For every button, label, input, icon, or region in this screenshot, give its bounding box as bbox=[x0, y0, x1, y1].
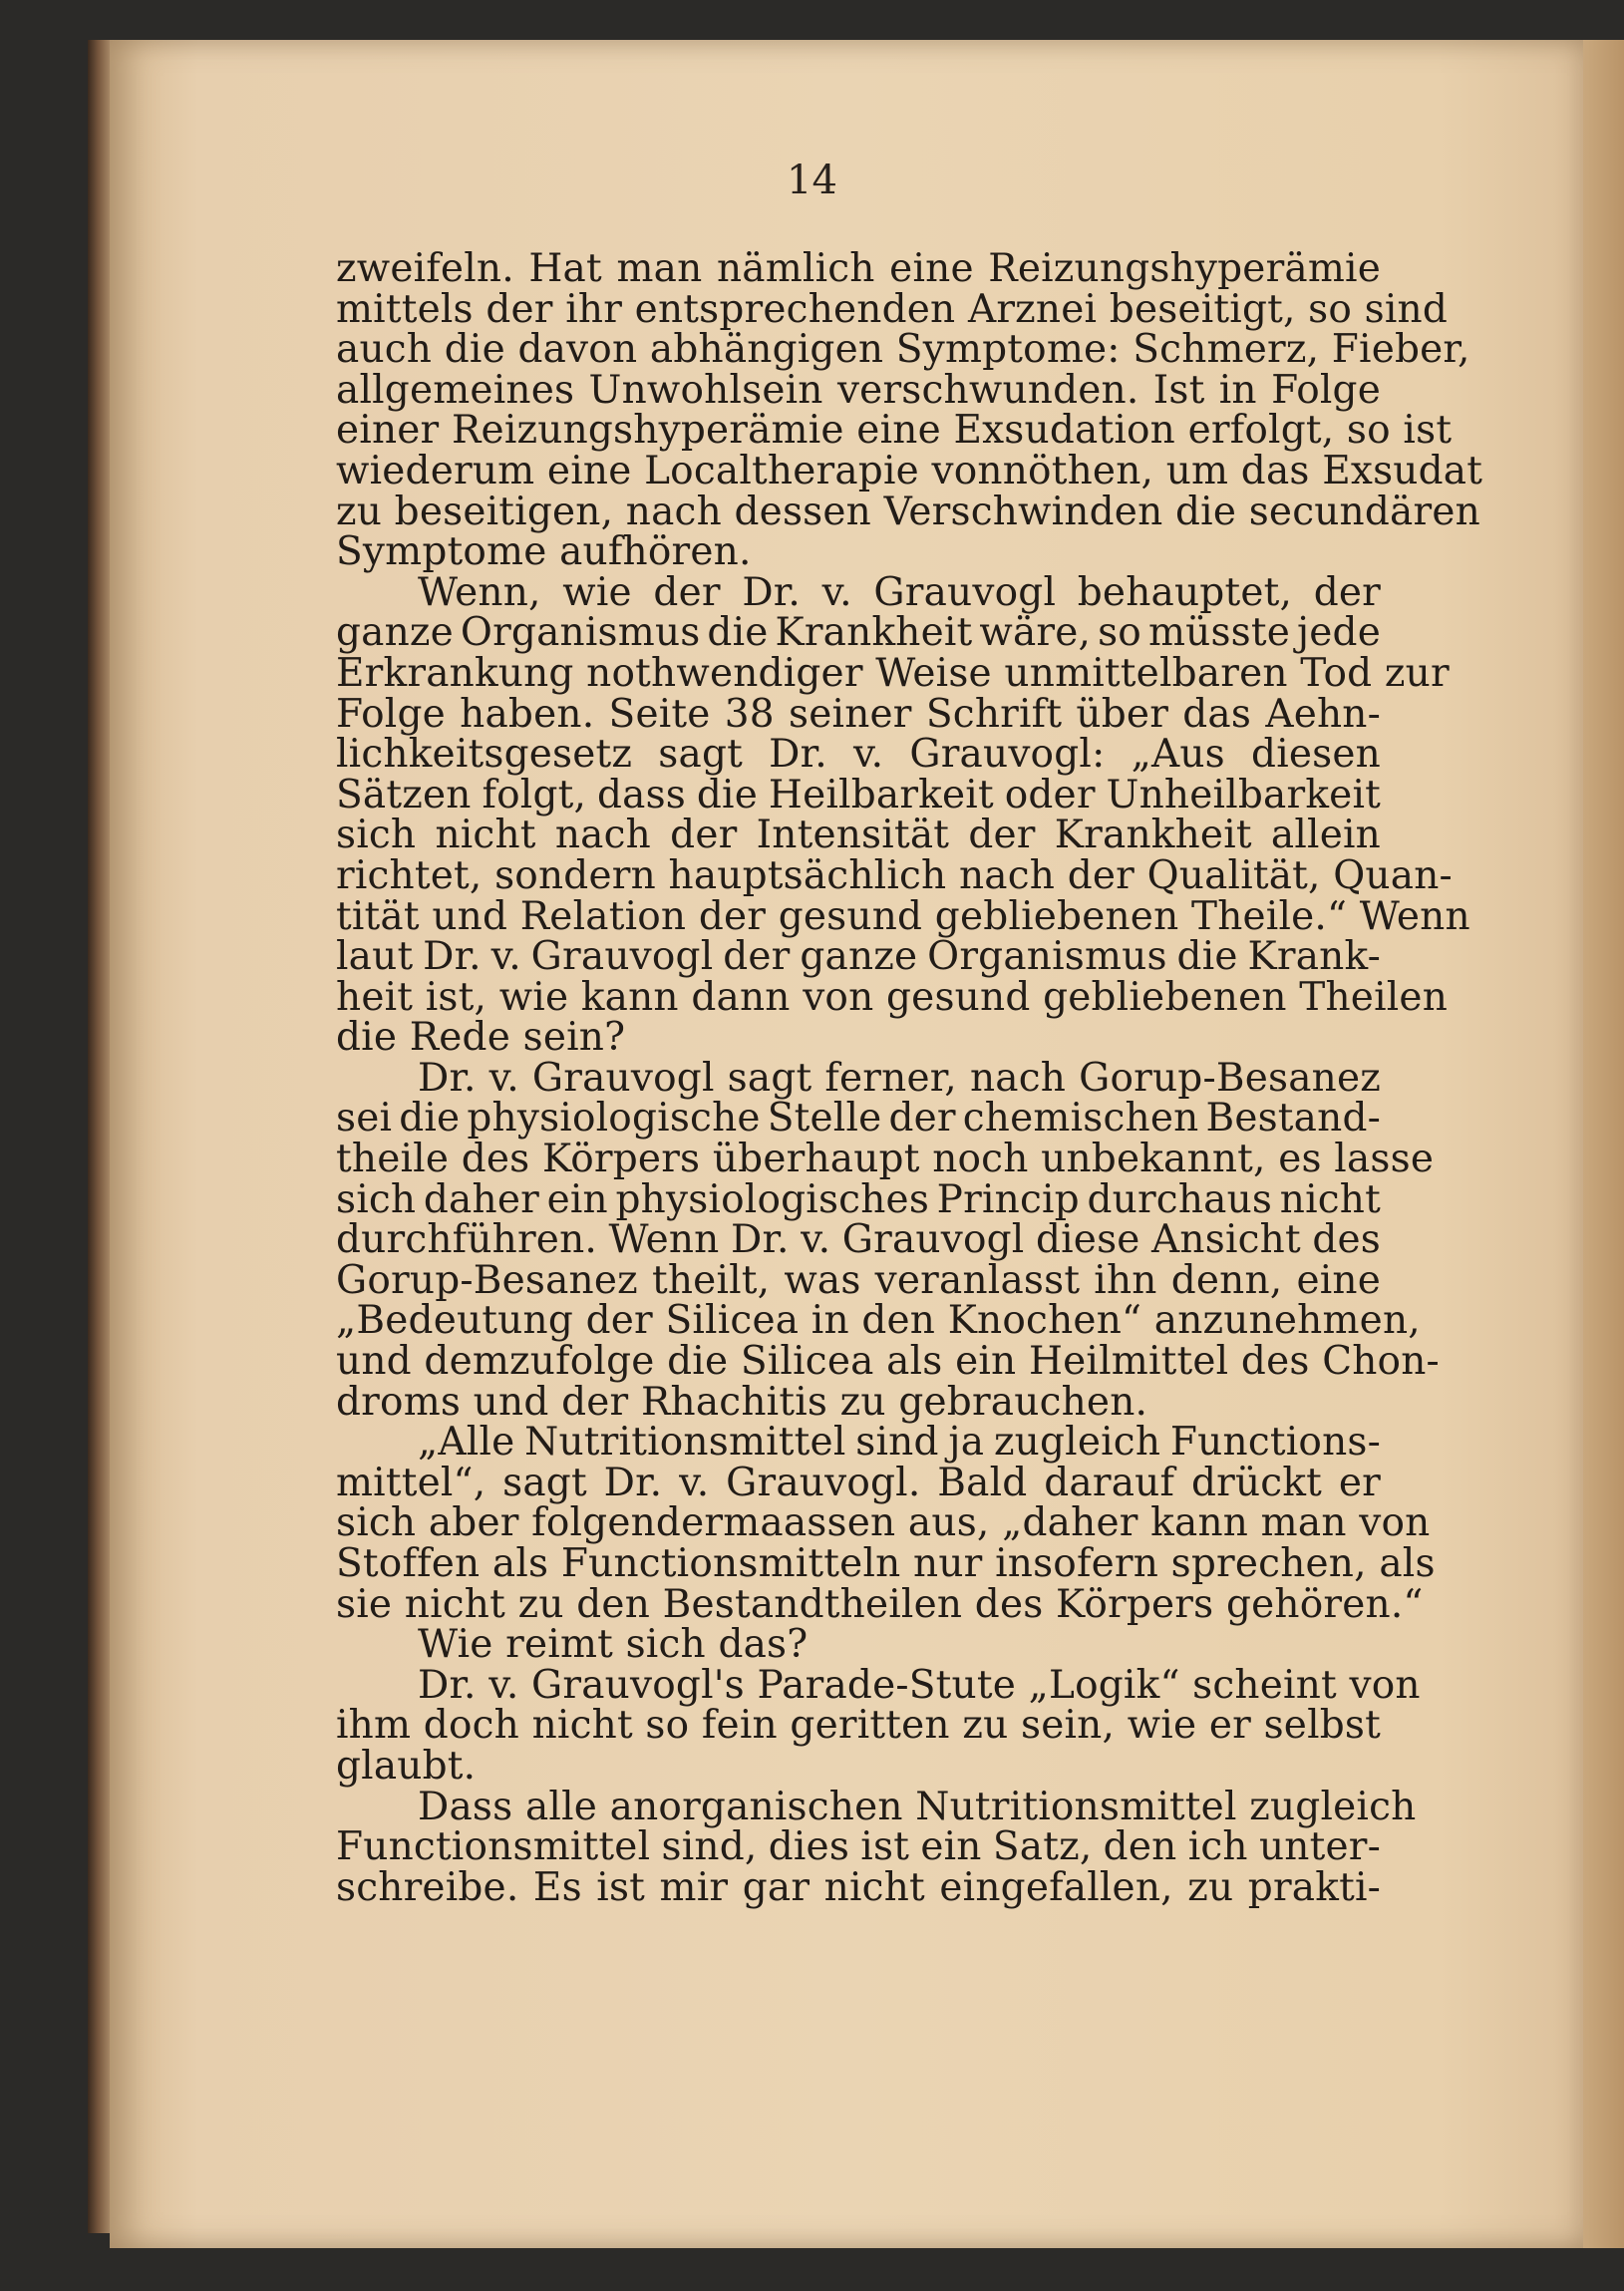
text-line: laut Dr. v. Grauvogl der ganze Organismus die Krank- bbox=[336, 934, 1381, 980]
text-line: Gorup-Besanez theilt, was veranlasst ihn denn, eine bbox=[336, 1257, 1381, 1303]
text-line: sei die physiologische Stelle der chemischen Bestand- bbox=[336, 1096, 1381, 1142]
text-line: heit ist, wie kann dann von gesund gebliebenen Theilen bbox=[336, 974, 1449, 1020]
text-line: und demzufolge die Silicea als ein Heilmittel des Chon- bbox=[336, 1339, 1440, 1385]
text-line: „Bedeutung der Silicea in den Knochen“ anzunehmen, bbox=[336, 1298, 1421, 1344]
text-line: wiederum eine Localtherapie vonnöthen, um das Exsudat bbox=[336, 448, 1483, 493]
text-line: ihm doch nicht so fein geritten zu sein, wie er selbst bbox=[336, 1703, 1381, 1749]
text-line: die Rede sein? bbox=[336, 1015, 626, 1061]
text-line: sich aber folgendermaassen aus, „daher kann man von bbox=[336, 1500, 1431, 1546]
text-line: zweifeln. Hat man nämlich eine Reizungshyperämie bbox=[336, 246, 1381, 291]
text-line: durchführen. Wenn Dr. v. Grauvogl diese Ansicht des bbox=[336, 1217, 1381, 1263]
text-line: ganze Organismus die Krankheit wäre, so müsste jede bbox=[336, 610, 1381, 656]
text-line: mittels der ihr entsprechenden Arznei beseitigt, so sind bbox=[336, 286, 1449, 332]
text-line: zu beseitigen, nach dessen Verschwinden die secundären bbox=[336, 489, 1480, 534]
text-line: Folge haben. Seite 38 seiner Schrift über das Aehn- bbox=[336, 691, 1381, 737]
text-line: Sätzen folgt, dass die Heilbarkeit oder Unheilbarkeit bbox=[336, 772, 1381, 818]
text-line: „Alle Nutritionsmittel sind ja zugleich Functions- bbox=[418, 1420, 1381, 1466]
facing-page-edge bbox=[1583, 40, 1624, 2248]
text-line: allgemeines Unwohlsein verschwunden. Ist in Folge bbox=[336, 367, 1381, 413]
text-line: richtet, sondern hauptsächlich nach der Qualität, Quan- bbox=[336, 852, 1453, 898]
page-number: 14 bbox=[787, 158, 837, 203]
text-line: Functionsmittel sind, dies ist ein Satz, den ich unter- bbox=[336, 1824, 1381, 1870]
text-line: theile des Körpers überhaupt noch unbekannt, es lasse bbox=[336, 1137, 1435, 1182]
text-line: Wenn, wie der Dr. v. Grauvogl behauptet, der bbox=[418, 569, 1381, 615]
text-line: droms und der Rhachitis zu gebrauchen. bbox=[336, 1379, 1148, 1425]
text-line: einer Reizungshyperämie eine Exsudation erfolgt, so ist bbox=[336, 408, 1453, 454]
text-line: Wie reimt sich das? bbox=[418, 1622, 809, 1668]
text-line: Dr. v. Grauvogl sagt ferner, nach Gorup-Besanez bbox=[418, 1055, 1381, 1101]
body-text bbox=[336, 246, 1483, 1910]
text-line: schreibe. Es ist mir gar nicht eingefallen, zu prakti- bbox=[336, 1864, 1381, 1910]
text-line: sich nicht nach der Intensität der Krankheit allein bbox=[336, 813, 1381, 858]
text-line: sich daher ein physiologisches Princip durchaus nicht bbox=[336, 1176, 1381, 1222]
text-line: mittel“, sagt Dr. v. Grauvogl. Bald darauf drückt er bbox=[336, 1460, 1381, 1505]
text-line: Dass alle anorganischen Nutritionsmittel zugleich bbox=[418, 1784, 1417, 1829]
text-line: Dr. v. Grauvogl's Parade-Stute „Logik“ scheint von bbox=[418, 1662, 1421, 1708]
text-line: auch die davon abhängigen Symptome: Schmerz, Fieber, bbox=[336, 327, 1470, 373]
text-line: sie nicht zu den Bestandtheilen des Körpers gehören.“ bbox=[336, 1581, 1424, 1627]
text-line: tität und Relation der gesund gebliebenen Theile.“ Wenn bbox=[336, 893, 1470, 939]
text-line: Erkrankung nothwendiger Weise unmittelbaren Tod zur bbox=[336, 650, 1450, 696]
text-line: Symptome aufhören. bbox=[336, 529, 752, 575]
text-line: Stoffen als Functionsmitteln nur insofern sprechen, als bbox=[336, 1541, 1436, 1586]
text-line: lichkeitsgesetz sagt Dr. v. Grauvogl: „Aus diesen bbox=[336, 732, 1381, 778]
text-line: glaubt. bbox=[336, 1743, 477, 1789]
